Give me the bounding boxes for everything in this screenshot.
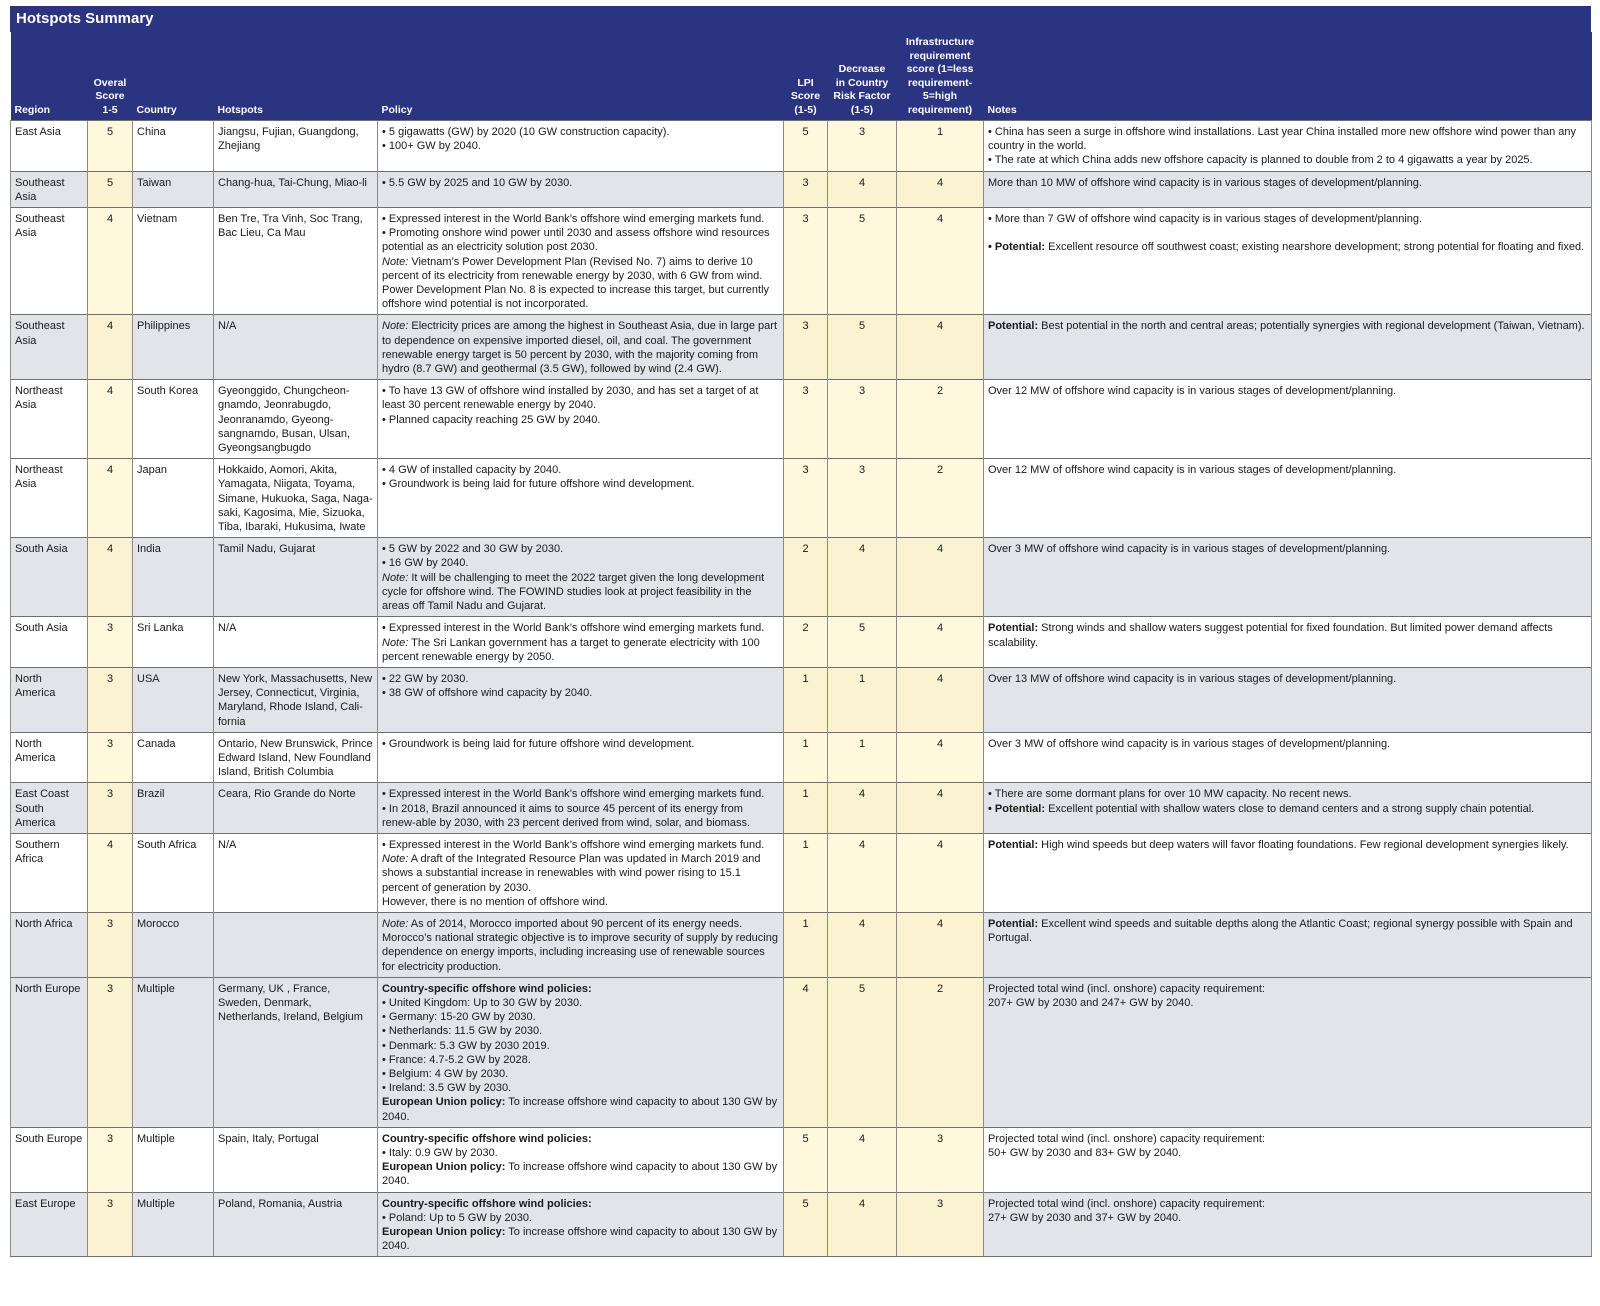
overall-score-cell: 4 [88,538,133,617]
table-row [11,459,1592,538]
notes-line: 50+ GW by 2030 and 83+ GW by 2040. [988,1147,1182,1159]
policy-line: • 38 GW of offshore wind capacity by 2040. [382,687,593,700]
notes-potential-label: Potential: [988,917,1039,930]
policy-note [382,636,779,664]
overall-score-cell: 3 [88,912,133,977]
notes-cell [984,208,1592,315]
header-line: Overal [93,76,127,89]
eu-policy [382,1160,779,1188]
table-row [11,538,1592,617]
lpi-score-cell: 3 [784,315,828,380]
notes-cell [984,538,1592,617]
notes-line: Over 3 MW of offshore wind capacity is in various stages of development/planning. [988,543,1391,556]
notes-cell [984,833,1592,912]
policy-line: • Denmark: 5.3 GW by 2030 2019. [382,1039,550,1052]
notes-cell [984,171,1592,207]
table-row [11,617,1592,668]
policy-cell [378,459,784,538]
notes-potential-text: Excellent resource off southwest coast; existing nearshore development; strong potential for floating and fixed. [1045,241,1585,254]
country-cell: USA [133,667,214,732]
overall-score-cell: 3 [88,783,133,834]
notes-line: Projected total wind (incl. onshore) capacity requirement: [988,982,1265,995]
country-risk-cell: 5 [828,315,897,380]
table-row [11,783,1592,834]
policy-note [382,917,779,974]
hotspots-cell: New York, Massachusetts, New Jersey, Connecticut, Virginia, Maryland, Rhode Island, Cali-fornia [214,667,378,732]
notes-cell [984,459,1592,538]
notes-potential [988,802,1587,816]
infrastructure-score-cell: 2 [897,380,984,459]
policy-note [382,319,779,376]
hotspots-cell: Poland, Romania, Austria [214,1192,378,1257]
region-cell: East Coast South America [11,783,88,834]
hotspots-cell: Gyeonggido, Chungcheon-gnamdo, Jeonrabugdo, Jeonranamdo, Gyeong-sangnamdo, Busan, Ulsan, Gyeongsangbugdo [214,380,378,459]
notes-potential-text: Best potential in the north and central areas; potentially synergies with regional development (Taiwan, Vietnam). [1038,320,1585,333]
hotspots-cell [214,912,378,977]
notes-potential [988,838,1587,852]
country-cell: Multiple [133,977,214,1127]
country-risk-cell: 5 [828,977,897,1127]
overall-score-cell: 3 [88,732,133,783]
policy-note-label: Note: [382,853,409,866]
country-risk-cell: 3 [828,459,897,538]
overall-score-cell: 4 [88,208,133,315]
hotspots-cell: Chang-hua, Tai-Chung, Miao-li [214,171,378,207]
policy-note [382,571,779,614]
notes-line: Projected total wind (incl. onshore) capacity requirement: [988,1132,1265,1145]
lpi-score-cell: 1 [784,667,828,732]
notes-cell [984,732,1592,783]
infrastructure-score-cell: 4 [897,732,984,783]
country-cell: Multiple [133,1192,214,1257]
notes-gap [988,226,1587,240]
table-row [11,667,1592,732]
notes-cell [984,783,1592,834]
notes-cell [984,1192,1592,1257]
col-header-notes: Notes [984,32,1592,121]
policy-note-label: Note: [382,636,409,649]
country-cell: South Africa [133,833,214,912]
table-body [11,121,1592,1257]
notes-potential [988,240,1587,254]
notes-line: Over 12 MW of offshore wind capacity is in various stages of development/planning. [988,464,1397,477]
policy-cell [378,977,784,1127]
policy-note-text: A draft of the Integrated Resource Plan was updated in March 2019 and shows a substantial increase in renewables with wind power rising to 15.1 percent of generation by 2030. [382,853,761,894]
country-cell: China [133,121,214,172]
header-line: 5=high [922,90,958,102]
hotspots-cell: Jiangsu, Fujian, Guangdong, Zhejiang [214,121,378,172]
hotspots-cell: Germany, UK , France, Sweden, Denmark, Netherlands, Ireland, Belgium [214,977,378,1127]
overall-score-cell: 3 [88,1192,133,1257]
overall-score-cell: 4 [88,833,133,912]
policy-cell [378,538,784,617]
policy-line: • Promoting onshore wind power until 2030 and assess offshore wind resources potential as an electricity solution post 2030. [382,227,770,254]
overall-score-cell: 4 [88,380,133,459]
overall-score-cell: 4 [88,459,133,538]
country-risk-cell: 5 [828,617,897,668]
policy-line: • Poland: Up to 5 GW by 2030. [382,1211,532,1224]
col-header-hotspots: Hotspots [214,32,378,121]
notes-potential [988,917,1587,945]
policy-cell [378,833,784,912]
overall-score-cell: 4 [88,315,133,380]
col-header-country: Country [133,32,214,121]
policy-line: • Italy: 0.9 GW by 2030. [382,1147,498,1159]
policy-line: • Germany: 15-20 GW by 2030. [382,1011,536,1024]
notes-potential-label: • Potential: [988,802,1046,815]
infrastructure-score-cell: 4 [897,617,984,668]
policy-note [382,255,779,312]
notes-potential-text: Strong winds and shallow waters suggest potential for fixed foundation. But limited power demand affects scalability. [988,622,1553,649]
policy-cell [378,121,784,172]
policy-line: • 16 GW by 2040. [382,557,469,570]
overall-score-cell: 3 [88,667,133,732]
policy-line: • 5 GW by 2022 and 30 GW by 2030. [382,543,564,556]
region-cell: Northeast Asia [11,380,88,459]
policy-cell [378,1127,784,1192]
notes-potential [988,621,1587,649]
policy-cell [378,171,784,207]
policy-note-label: Note: [382,255,409,268]
table-row [11,380,1592,459]
header-line: (1-5) [794,103,817,116]
country-cell: Sri Lanka [133,617,214,668]
lpi-score-cell: 1 [784,732,828,783]
eu-policy-label: European Union policy: [382,1161,506,1174]
infrastructure-score-cell: 3 [897,1192,984,1257]
country-cell: India [133,538,214,617]
table-row [11,1127,1592,1192]
col-header-overall-score [88,32,133,121]
notes-line: More than 10 MW of offshore wind capacity is in various stages of development/planning. [988,176,1422,189]
lpi-score-cell: 3 [784,208,828,315]
notes-line: • China has seen a surge in offshore wind installations. Last year China installed more new offshore wind power than any country in the world. [988,126,1577,153]
policy-line: • 22 GW by 2030. [382,672,469,685]
region-cell: Southeast Asia [11,315,88,380]
header-line: (1-5) [850,103,874,116]
notes-line: 27+ GW by 2030 and 37+ GW by 2040. [988,1211,1182,1224]
country-cell: Brazil [133,783,214,834]
notes-cell [984,380,1592,459]
country-risk-cell: 4 [828,833,897,912]
notes-potential-text: Excellent potential with shallow waters close to demand centers and a strong supply chain potential. [1045,802,1535,815]
header-line: LPI [797,76,814,89]
country-risk-cell: 4 [828,1127,897,1192]
region-cell: South Asia [11,538,88,617]
region-cell: Southeast Asia [11,171,88,207]
region-cell: East Europe [11,1192,88,1257]
lpi-score-cell: 3 [784,459,828,538]
policy-line: • 4 GW of installed capacity by 2040. [382,464,562,477]
notes-cell [984,667,1592,732]
policy-line: • Planned capacity reaching 25 GW by 2040. [382,413,601,426]
hotspots-cell: Ben Tre, Tra Vinh, Soc Trang, Bac Lieu, Ca Mau [214,208,378,315]
notes-cell [984,912,1592,977]
table-title: Hotspots Summary [10,6,1591,32]
notes-line: • There are some dormant plans for over 10 MW capacity. No recent news. [988,788,1352,801]
policy-cell [378,617,784,668]
notes-potential-label: Potential: [988,622,1039,635]
overall-score-cell: 3 [88,1127,133,1192]
table-row [11,315,1592,380]
policy-cell [378,1192,784,1257]
header-line: Risk Factor [833,90,891,102]
notes-potential-label: • [988,241,995,254]
notes-line: Projected total wind (incl. onshore) capacity requirement: [988,1197,1265,1210]
policy-note-text: As of 2014, Morocco imported about 90 percent of its energy needs. Morocco’s national strategic objective is to improve security of supply by reducing dependence on energy imports, including increasing use of renewable sources for electricity production. [382,917,778,973]
policy-line: • Expressed interest in the World Bank’s offshore wind emerging markets fund. [382,213,765,226]
lpi-score-cell: 2 [784,538,828,617]
policy-note-text: Electricity prices are among the highest in Southeast Asia, due in large part to dependence on expensive imported diesel, oil, and coal. The government renewable energy target is 50 percent by 2030, with the majority coming from hydro (8.7 GW) and geothermal (3.5 GW), followed by wind (2.4 GW). [382,320,778,376]
policy-line: • 5.5 GW by 2025 and 10 GW by 2030. [382,176,573,189]
header-line: Decrease [838,63,886,75]
header-line: requirement- [907,76,973,89]
policy-note-text: The Sri Lankan government has a target to generate electricity with 100 percent renewable energy by 2050. [382,636,760,663]
infrastructure-score-cell: 4 [897,171,984,207]
overall-score-cell: 5 [88,171,133,207]
lpi-score-cell: 5 [784,121,828,172]
hotspots-cell: N/A [214,833,378,912]
policy-line: • In 2018, Brazil announced it aims to source 45 percent of its energy from renew-able by 2030, with 23 percent derived from wind, solar, and biomass. [382,802,751,829]
region-cell: South Asia [11,617,88,668]
policy-note-text: It will be challenging to meet the 2022 target given the long development cycle for offshore wind. The FOWIND studies look at project feasibility in the areas off Tamil Nadu and Gujarat. [382,571,765,613]
region-cell: North Europe [11,977,88,1127]
infrastructure-score-cell: 3 [897,1127,984,1192]
notes-potential [988,319,1587,333]
col-header-region: Region [11,32,88,121]
infrastructure-score-cell: 4 [897,912,984,977]
region-cell: South Europe [11,1127,88,1192]
table-row [11,732,1592,783]
col-header-policy: Policy [378,32,784,121]
notes-line: Over 12 MW of offshore wind capacity is in various stages of development/planning. [988,385,1397,398]
overall-score-cell: 3 [88,617,133,668]
lpi-score-cell: 5 [784,1127,828,1192]
overall-score-cell: 3 [88,977,133,1127]
policy-line: • Groundwork is being laid for future offshore wind development. [382,478,695,491]
table-row [11,121,1592,172]
country-cell: Taiwan [133,171,214,207]
eu-policy-label: European Union policy: [382,1226,506,1239]
header-line: Score [95,90,125,102]
policy-note [382,852,779,895]
country-risk-cell: 5 [828,208,897,315]
hotspots-summary-table-wrapper [10,6,1591,1257]
lpi-score-cell: 1 [784,833,828,912]
lpi-score-cell: 4 [784,977,828,1127]
header-line: 1-5 [102,103,118,116]
infrastructure-score-cell: 4 [897,783,984,834]
policy-line: • Netherlands: 11.5 GW by 2030. [382,1025,543,1038]
region-cell: Northeast Asia [11,459,88,538]
region-cell: East Asia [11,121,88,172]
policy-line: • United Kingdom: Up to 30 GW by 2030. [382,996,583,1009]
eu-policy-text: To increase offshore wind capacity to about 130 GW by 2040. [382,1096,778,1123]
table-row [11,208,1592,315]
policy-cell [378,783,784,834]
infrastructure-score-cell: 4 [897,208,984,315]
hotspots-cell: N/A [214,315,378,380]
col-header-lpi-score [784,32,828,121]
policy-note-label: Note: [382,917,409,930]
notes-potential-label-text: Potential: [994,241,1046,254]
notes-line: Over 13 MW of offshore wind capacity is in various stages of development/planning. [988,672,1397,685]
header-line: requirement [909,49,971,62]
header-line: score (1=less [906,63,974,75]
policy-line: • Belgium: 4 GW by 2030. [382,1067,509,1080]
notes-cell [984,977,1592,1127]
table-row [11,1192,1592,1257]
policy-line: • Ireland: 3.5 GW by 2030. [382,1082,512,1095]
table-row [11,912,1592,977]
lpi-score-cell: 2 [784,617,828,668]
policy-line: • 100+ GW by 2040. [382,140,481,153]
policy-line: • Groundwork is being laid for future offshore wind development. [382,737,695,750]
country-cell: Multiple [133,1127,214,1192]
country-cell: Philippines [133,315,214,380]
country-cell: South Korea [133,380,214,459]
hotspots-table [10,32,1592,1257]
hotspots-cell: Ontario, New Brunswick, Prince Edward Island, New Foundland Island, British Columbia [214,732,378,783]
region-cell: North America [11,732,88,783]
notes-cell [984,617,1592,668]
policy-note-text: Vietnam’s Power Development Plan (Revised No. 7) aims to derive 10 percent of its electricity from renewable energy by 2030, with 6 GW from wind. Power Development Plan No. 8 is expected to increase this target, but currently offshore wind potential is not incorporated. [382,255,770,311]
policy-heading: Country-specific offshore wind policies: [382,1132,592,1145]
overall-score-cell: 5 [88,121,133,172]
lpi-score-cell: 5 [784,1192,828,1257]
notes-line: Over 3 MW of offshore wind capacity is in various stages of development/planning. [988,737,1391,750]
country-risk-cell: 1 [828,667,897,732]
col-header-infrastructure [897,32,984,121]
policy-heading: Country-specific offshore wind policies: [382,982,592,995]
lpi-score-cell: 1 [784,783,828,834]
hotspots-cell: N/A [214,617,378,668]
eu-policy-label: European Union policy: [382,1096,506,1109]
country-cell: Morocco [133,912,214,977]
infrastructure-score-cell: 2 [897,977,984,1127]
country-cell: Japan [133,459,214,538]
hotspots-cell: Tamil Nadu, Gujarat [214,538,378,617]
eu-policy-text: To increase offshore wind capacity to about 130 GW by 2040. [382,1226,778,1253]
eu-policy [382,1225,779,1253]
hotspots-cell: Ceara, Rio Grande do Norte [214,783,378,834]
notes-line: 207+ GW by 2030 and 247+ GW by 2040. [988,996,1194,1009]
infrastructure-score-cell: 4 [897,538,984,617]
country-risk-cell: 4 [828,912,897,977]
policy-cell [378,315,784,380]
policy-line: • France: 4.7-5.2 GW by 2028. [382,1053,531,1066]
policy-cell [378,732,784,783]
country-risk-cell: 3 [828,380,897,459]
col-header-country-risk [828,32,897,121]
country-cell: Vietnam [133,208,214,315]
notes-potential-text: Excellent wind speeds and suitable depths along the Atlantic Coast; regional synergy possible with Spain and Portugal. [988,917,1573,945]
notes-cell [984,1127,1592,1192]
region-cell: Southern Africa [11,833,88,912]
country-risk-cell: 4 [828,1192,897,1257]
policy-line: • Expressed interest in the World Bank’s offshore wind emerging markets fund. [382,622,765,635]
table-row [11,977,1592,1127]
policy-line: • Expressed interest in the World Bank’s offshore wind emerging markets fund. [382,788,765,801]
policy-line: • 5 gigawatts (GW) by 2020 (10 GW construction capacity). [382,126,670,138]
policy-line: However, there is no mention of offshore wind. [382,895,609,908]
notes-line: • The rate at which China adds new offshore capacity is planned to double from 2 to 4 gigawatts a year by 2025. [988,154,1533,167]
policy-note-label: Note: [382,571,409,584]
infrastructure-score-cell: 1 [897,121,984,172]
policy-cell [378,912,784,977]
eu-policy-text: To increase offshore wind capacity to about 130 GW by 2040. [382,1161,778,1188]
notes-line: • More than 7 GW of offshore wind capacity is in various stages of development/planning. [988,213,1423,226]
infrastructure-score-cell: 4 [897,315,984,380]
notes-cell [984,315,1592,380]
header-line: requirement) [907,103,973,116]
hotspots-cell: Hokkaido, Aomori, Akita, Yamagata, Niigata, Toyama, Simane, Hukuoka, Saga, Naga-saki, Kagosima, Mie, Sizuoka, Tiba, Ibaraki, Hukusima, Iwate [214,459,378,538]
notes-potential-text: High wind speeds but deep waters will favor floating foundations. Few regional development synergies likely. [1038,838,1569,851]
eu-policy [382,1095,779,1123]
table-row [11,833,1592,912]
country-risk-cell: 4 [828,538,897,617]
infrastructure-score-cell: 4 [897,833,984,912]
policy-note-label: Note: [382,320,409,333]
header-row [11,32,1592,121]
country-risk-cell: 4 [828,171,897,207]
policy-heading: Country-specific offshore wind policies: [382,1197,592,1210]
policy-cell [378,667,784,732]
policy-cell [378,208,784,315]
country-cell: Canada [133,732,214,783]
header-line: in Country [835,76,889,89]
policy-line: • To have 13 GW of offshore wind installed by 2030, and has set a target of at least 30 percent renewable energy by 2040. [382,385,759,412]
policy-cell [378,380,784,459]
notes-cell [984,121,1592,172]
header-line: Infrastructure [905,36,975,48]
region-cell: North America [11,667,88,732]
notes-potential-label: Potential: [988,320,1039,333]
country-risk-cell: 1 [828,732,897,783]
notes-potential-label: Potential: [988,838,1039,851]
hotspots-cell: Spain, Italy, Portugal [214,1127,378,1192]
lpi-score-cell: 3 [784,380,828,459]
infrastructure-score-cell: 2 [897,459,984,538]
infrastructure-score-cell: 4 [897,667,984,732]
country-risk-cell: 3 [828,121,897,172]
region-cell: Southeast Asia [11,208,88,315]
lpi-score-cell: 3 [784,171,828,207]
table-row [11,171,1592,207]
lpi-score-cell: 1 [784,912,828,977]
region-cell: North Africa [11,912,88,977]
header-line: Score [790,90,821,102]
country-risk-cell: 4 [828,783,897,834]
policy-line: • Expressed interest in the World Bank’s offshore wind emerging markets fund. [382,838,765,851]
